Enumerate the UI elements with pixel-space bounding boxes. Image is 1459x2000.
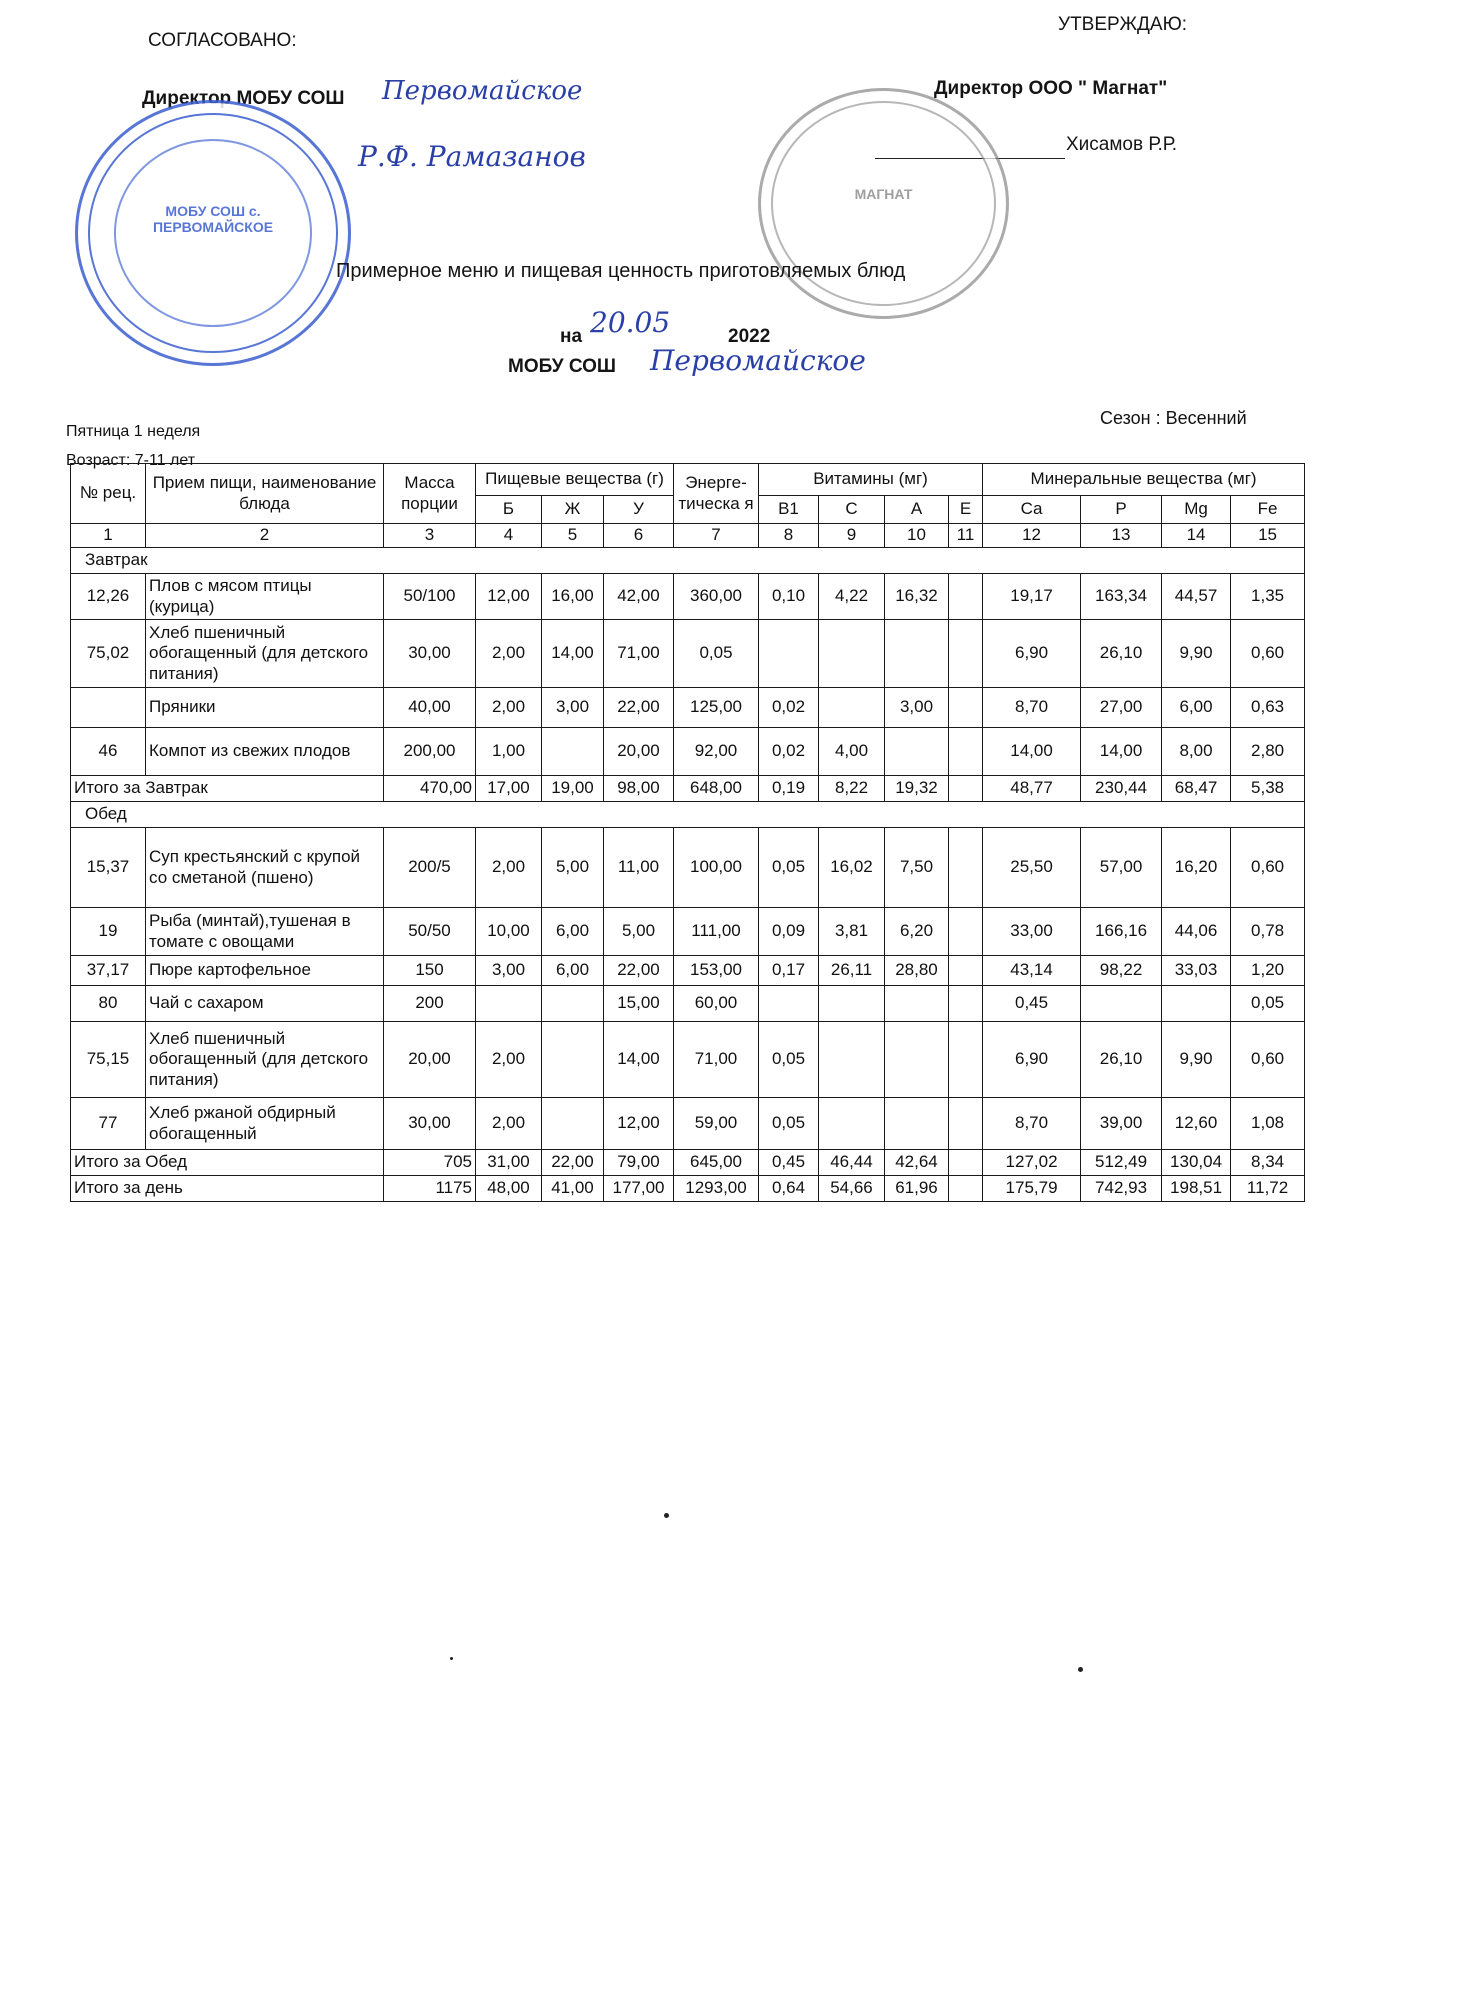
total-value: 42,64 [885, 1150, 949, 1176]
scan-dot [450, 1657, 453, 1660]
cell-value: 111,00 [674, 908, 759, 956]
head-b1: B1 [759, 496, 819, 524]
cell-value [949, 908, 983, 956]
cell-value: 44,06 [1162, 908, 1231, 956]
cell-value: 26,10 [1081, 620, 1162, 688]
dish-name: Хлеб пшеничный обогащенный (для детского питания) [146, 620, 384, 688]
scan-dot [1078, 1667, 1083, 1672]
cell-value: 6,00 [542, 908, 604, 956]
cell-value: 71,00 [674, 1022, 759, 1098]
cell-value: 1,08 [1231, 1098, 1305, 1150]
cell-value [1081, 986, 1162, 1022]
cell-value: 16,32 [885, 574, 949, 620]
total-value: 46,44 [819, 1150, 885, 1176]
cell-value: 4,22 [819, 574, 885, 620]
cell-value: 1,35 [1231, 574, 1305, 620]
column-numbers-row [71, 524, 1305, 548]
total-value: 0,19 [759, 776, 819, 802]
head-mg: Mg [1162, 496, 1231, 524]
cell-value [476, 986, 542, 1022]
cell-value: 0,17 [759, 956, 819, 986]
column-number: 10 [885, 524, 949, 548]
cell-value [819, 986, 885, 1022]
total-label: Итого за Обед [71, 1150, 384, 1176]
total-value: 198,51 [1162, 1176, 1231, 1202]
approve-label: УТВЕРЖДАЮ: [1058, 14, 1188, 35]
company-stamp [758, 88, 1009, 319]
cell-value: 16,20 [1162, 828, 1231, 908]
cell-value: 8,70 [983, 688, 1081, 728]
cell-value [949, 1022, 983, 1098]
cell-value: 26,11 [819, 956, 885, 986]
total-value: 230,44 [1081, 776, 1162, 802]
total-value: 175,79 [983, 1176, 1081, 1202]
cell-value: 98,22 [1081, 956, 1162, 986]
total-value: 742,93 [1081, 1176, 1162, 1202]
recipe-number: 75,02 [71, 620, 146, 688]
head-minerals: Минеральные вещества (мг) [983, 464, 1305, 496]
cell-value: 33,00 [983, 908, 1081, 956]
cell-value [542, 1098, 604, 1150]
cell-value: 0,05 [1231, 986, 1305, 1022]
season-info: Сезон : Весенний [1100, 408, 1247, 428]
table-row [71, 828, 1305, 908]
cell-value [949, 956, 983, 986]
cell-value [542, 986, 604, 1022]
head-p: P [1081, 496, 1162, 524]
cell-value: 60,00 [674, 986, 759, 1022]
cell-value [949, 688, 983, 728]
column-number: 12 [983, 524, 1081, 548]
section-label: Завтрак [71, 548, 1305, 574]
cell-value [949, 620, 983, 688]
cell-value: 5,00 [604, 908, 674, 956]
company-stamp-center-text: МАГНАТ [854, 186, 913, 202]
cell-value: 22,00 [604, 688, 674, 728]
cell-value: 8,00 [1162, 728, 1231, 776]
cell-value [819, 1098, 885, 1150]
cell-value: 44,57 [1162, 574, 1231, 620]
cell-value: 16,00 [542, 574, 604, 620]
total-value: 22,00 [542, 1150, 604, 1176]
cell-value: 57,00 [1081, 828, 1162, 908]
table-row [71, 620, 1305, 688]
table-row [71, 908, 1305, 956]
cell-value [1162, 986, 1231, 1022]
table-row [71, 1098, 1305, 1150]
dish-name: Компот из свежих плодов [146, 728, 384, 776]
dish-name: Хлеб ржаной обдирный обогащенный [146, 1098, 384, 1150]
school-stamp [75, 100, 351, 366]
cell-value: 6,20 [885, 908, 949, 956]
left-school-handwritten: Первомайское [382, 76, 583, 106]
column-number: 15 [1231, 524, 1305, 548]
section-lunch [71, 802, 1305, 828]
recipe-number [71, 688, 146, 728]
total-value: 48,00 [476, 1176, 542, 1202]
cell-value: 6,00 [1162, 688, 1231, 728]
dish-name: Хлеб пшеничный обогащенный (для детского питания) [146, 1022, 384, 1098]
cell-value: 2,00 [476, 688, 542, 728]
table-row [71, 1022, 1305, 1098]
column-number: 9 [819, 524, 885, 548]
cell-value: 200/5 [384, 828, 476, 908]
total-value: 512,49 [1081, 1150, 1162, 1176]
section-label: Обед [71, 802, 1305, 828]
head-ca: Ca [983, 496, 1081, 524]
total-value: 31,00 [476, 1150, 542, 1176]
cell-value: 3,00 [542, 688, 604, 728]
lunch-total-row [71, 1150, 1305, 1176]
cell-value: 2,00 [476, 1022, 542, 1098]
total-value: 98,00 [604, 776, 674, 802]
column-number: 1 [71, 524, 146, 548]
cell-value: 0,78 [1231, 908, 1305, 956]
breakfast-total-row [71, 776, 1305, 802]
column-number: 8 [759, 524, 819, 548]
cell-value: 43,14 [983, 956, 1081, 986]
head-mass: Масса порции [384, 464, 476, 524]
total-value: 19,00 [542, 776, 604, 802]
total-value: 1175 [384, 1176, 476, 1202]
head-e: E [949, 496, 983, 524]
head-c: C [819, 496, 885, 524]
dish-name: Суп крестьянский с крупой со сметаной (пшено) [146, 828, 384, 908]
cell-value: 22,00 [604, 956, 674, 986]
cell-value [885, 1022, 949, 1098]
cell-value: 27,00 [1081, 688, 1162, 728]
head-nutrients: Пищевые вещества (г) [476, 464, 674, 496]
head-energy: Энерге-тическа я [674, 464, 759, 524]
table-row [71, 688, 1305, 728]
cell-value: 0,60 [1231, 620, 1305, 688]
table-row [71, 956, 1305, 986]
cell-value: 0,60 [1231, 828, 1305, 908]
recipe-number: 37,17 [71, 956, 146, 986]
cell-value: 6,00 [542, 956, 604, 986]
total-value: 0,45 [759, 1150, 819, 1176]
total-value: 127,02 [983, 1150, 1081, 1176]
cell-value: 8,70 [983, 1098, 1081, 1150]
cell-value: 3,81 [819, 908, 885, 956]
dish-name: Плов с мясом птицы (курица) [146, 574, 384, 620]
cell-value: 150 [384, 956, 476, 986]
cell-value: 153,00 [674, 956, 759, 986]
recipe-number: 46 [71, 728, 146, 776]
cell-value [819, 620, 885, 688]
total-value: 177,00 [604, 1176, 674, 1202]
scan-dot [664, 1513, 669, 1518]
school-stamp-center-text: МОБУ СОШ с. ПЕРВОМАЙСКОЕ [152, 203, 274, 235]
cell-value [542, 728, 604, 776]
cell-value [885, 986, 949, 1022]
cell-value: 11,00 [604, 828, 674, 908]
cell-value: 14,00 [542, 620, 604, 688]
cell-value: 16,02 [819, 828, 885, 908]
cell-value: 163,34 [1081, 574, 1162, 620]
head-a: A [885, 496, 949, 524]
cell-value: 26,10 [1081, 1022, 1162, 1098]
total-value: 61,96 [885, 1176, 949, 1202]
recipe-number: 15,37 [71, 828, 146, 908]
cell-value: 15,00 [604, 986, 674, 1022]
left-signature-name: Р.Ф. Рамазанов [358, 140, 586, 173]
column-number: 2 [146, 524, 384, 548]
cell-value [949, 728, 983, 776]
cell-value: 10,00 [476, 908, 542, 956]
cell-value: 125,00 [674, 688, 759, 728]
column-number: 14 [1162, 524, 1231, 548]
date-prefix: на [560, 326, 583, 347]
cell-value: 2,80 [1231, 728, 1305, 776]
cell-value: 1,20 [1231, 956, 1305, 986]
age-info: Возраст: 7-11 лет [66, 452, 196, 469]
cell-value: 30,00 [384, 620, 476, 688]
total-value: 17,00 [476, 776, 542, 802]
recipe-number: 75,15 [71, 1022, 146, 1098]
total-value: 79,00 [604, 1150, 674, 1176]
head-meal: Прием пищи, наименование блюда [146, 464, 384, 524]
cell-value: 0,10 [759, 574, 819, 620]
total-value: 705 [384, 1150, 476, 1176]
head-b: Б [476, 496, 542, 524]
total-value: 1293,00 [674, 1176, 759, 1202]
column-number: 6 [604, 524, 674, 548]
cell-value: 14,00 [604, 1022, 674, 1098]
total-value [949, 1176, 983, 1202]
right-director-title: Директор ООО " Магнат" [934, 78, 1168, 99]
cell-value: 33,03 [1162, 956, 1231, 986]
table-row [71, 574, 1305, 620]
total-value: 8,22 [819, 776, 885, 802]
cell-value: 12,60 [1162, 1098, 1231, 1150]
page-title: Примерное меню и пищевая ценность приготовляемых блюд [336, 260, 906, 282]
total-value: 130,04 [1162, 1150, 1231, 1176]
year: 2022 [728, 326, 771, 347]
cell-value: 50/50 [384, 908, 476, 956]
section-breakfast [71, 548, 1305, 574]
column-number: 11 [949, 524, 983, 548]
cell-value: 71,00 [604, 620, 674, 688]
total-value: 0,64 [759, 1176, 819, 1202]
cell-value: 2,00 [476, 620, 542, 688]
cell-value: 6,90 [983, 620, 1081, 688]
head-fe: Fe [1231, 496, 1305, 524]
cell-value: 0,60 [1231, 1022, 1305, 1098]
cell-value: 5,00 [542, 828, 604, 908]
cell-value: 7,50 [885, 828, 949, 908]
total-value [949, 776, 983, 802]
right-name: Хисамов Р.Р. [1066, 134, 1178, 155]
total-value: 11,72 [1231, 1176, 1305, 1202]
total-label: Итого за день [71, 1176, 384, 1202]
cell-value: 59,00 [674, 1098, 759, 1150]
menu-table [70, 463, 1305, 1202]
cell-value: 50/100 [384, 574, 476, 620]
cell-value: 39,00 [1081, 1098, 1162, 1150]
cell-value: 3,00 [476, 956, 542, 986]
dish-name: Рыба (минтай),тушеная в томате с овощами [146, 908, 384, 956]
recipe-number: 12,26 [71, 574, 146, 620]
total-label: Итого за Завтрак [71, 776, 384, 802]
dish-name: Пюре картофельное [146, 956, 384, 986]
cell-value [949, 574, 983, 620]
column-number: 5 [542, 524, 604, 548]
cell-value: 100,00 [674, 828, 759, 908]
school-prefix: МОБУ СОШ [508, 356, 617, 377]
column-number: 3 [384, 524, 476, 548]
column-number: 4 [476, 524, 542, 548]
cell-value: 3,00 [885, 688, 949, 728]
cell-value: 14,00 [1081, 728, 1162, 776]
cell-value [949, 1098, 983, 1150]
column-number: 7 [674, 524, 759, 548]
cell-value [819, 1022, 885, 1098]
date-handwritten: 20.05 [590, 306, 671, 339]
cell-value [885, 620, 949, 688]
cell-value: 30,00 [384, 1098, 476, 1150]
cell-value [949, 986, 983, 1022]
agreed-label: СОГЛАСОВАНО: [148, 30, 297, 51]
total-value: 68,47 [1162, 776, 1231, 802]
cell-value: 0,45 [983, 986, 1081, 1022]
dish-name: Чай с сахаром [146, 986, 384, 1022]
cell-value: 92,00 [674, 728, 759, 776]
cell-value: 0,63 [1231, 688, 1305, 728]
cell-value: 20,00 [384, 1022, 476, 1098]
cell-value [759, 986, 819, 1022]
cell-value: 1,00 [476, 728, 542, 776]
cell-value: 4,00 [819, 728, 885, 776]
recipe-number: 77 [71, 1098, 146, 1150]
day-total-row [71, 1176, 1305, 1202]
recipe-number: 80 [71, 986, 146, 1022]
cell-value: 360,00 [674, 574, 759, 620]
cell-value [542, 1022, 604, 1098]
cell-value [819, 688, 885, 728]
total-value: 54,66 [819, 1176, 885, 1202]
recipe-number: 19 [71, 908, 146, 956]
cell-value [885, 728, 949, 776]
school-handwritten: Первомайское [650, 344, 866, 377]
total-value: 645,00 [674, 1150, 759, 1176]
cell-value: 0,09 [759, 908, 819, 956]
dish-name: Пряники [146, 688, 384, 728]
cell-value: 20,00 [604, 728, 674, 776]
cell-value: 42,00 [604, 574, 674, 620]
head-u: У [604, 496, 674, 524]
cell-value: 12,00 [604, 1098, 674, 1150]
cell-value: 14,00 [983, 728, 1081, 776]
cell-value [949, 828, 983, 908]
cell-value: 2,00 [476, 1098, 542, 1150]
cell-value: 166,16 [1081, 908, 1162, 956]
head-num: № рец. [71, 464, 146, 524]
total-value: 41,00 [542, 1176, 604, 1202]
day-info: Пятница 1 неделя [66, 423, 201, 440]
cell-value: 40,00 [384, 688, 476, 728]
cell-value [759, 620, 819, 688]
cell-value: 2,00 [476, 828, 542, 908]
cell-value: 0,05 [759, 1098, 819, 1150]
total-value: 648,00 [674, 776, 759, 802]
cell-value: 9,90 [1162, 1022, 1231, 1098]
cell-value: 200,00 [384, 728, 476, 776]
cell-value: 0,02 [759, 688, 819, 728]
cell-value [885, 1098, 949, 1150]
total-value: 19,32 [885, 776, 949, 802]
column-number: 13 [1081, 524, 1162, 548]
total-value: 8,34 [1231, 1150, 1305, 1176]
head-vitamins: Витамины (мг) [759, 464, 983, 496]
cell-value: 9,90 [1162, 620, 1231, 688]
total-value: 5,38 [1231, 776, 1305, 802]
table-row [71, 728, 1305, 776]
cell-value: 28,80 [885, 956, 949, 986]
cell-value: 0,02 [759, 728, 819, 776]
table-row [71, 986, 1305, 1022]
head-zh: Ж [542, 496, 604, 524]
cell-value: 0,05 [759, 1022, 819, 1098]
cell-value: 200 [384, 986, 476, 1022]
cell-value: 25,50 [983, 828, 1081, 908]
cell-value: 0,05 [759, 828, 819, 908]
total-value: 48,77 [983, 776, 1081, 802]
left-director-title: Директор МОБУ СОШ [142, 88, 345, 109]
cell-value: 19,17 [983, 574, 1081, 620]
cell-value: 0,05 [674, 620, 759, 688]
total-value: 470,00 [384, 776, 476, 802]
cell-value: 6,90 [983, 1022, 1081, 1098]
cell-value: 12,00 [476, 574, 542, 620]
total-value [949, 1150, 983, 1176]
